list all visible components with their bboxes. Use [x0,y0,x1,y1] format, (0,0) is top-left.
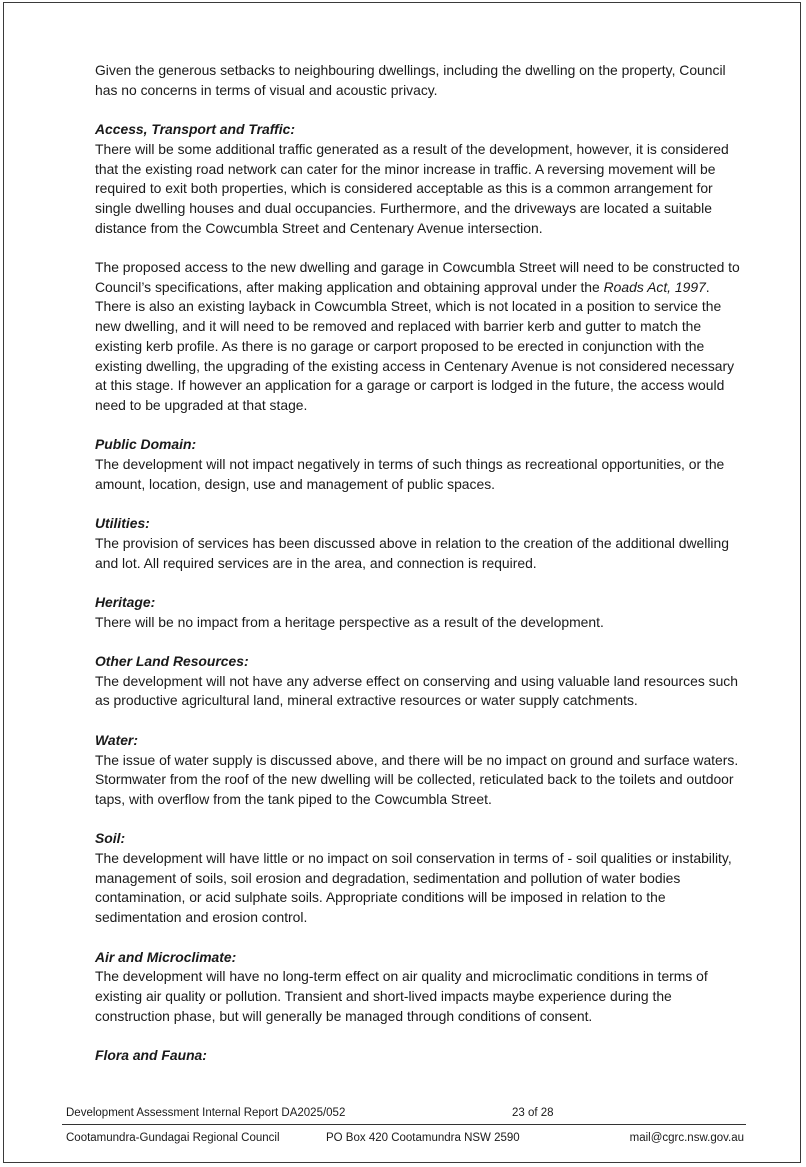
footer-report-title: Development Assessment Internal Report DA2025/052 [66,1107,346,1119]
public-domain-heading: Public Domain: [95,436,197,453]
access-paragraph-2-start: The proposed access to the new dwelling and garage in Cowcumbla Street will need to be constructed to Council’s specifications, after making application and obtaining approval under the [95,259,740,295]
flora-heading: Flora and Fauna: [95,1047,207,1063]
access-heading: Access, Transport and Traffic: [95,121,295,138]
air-heading: Air and Microclimate: [95,948,237,965]
utilities-heading: Utilities: [95,515,150,532]
footer-contact-line [62,1130,746,1148]
footer-page-number: 23 of 28 [512,1107,554,1119]
access-paragraph-2 [95,258,743,416]
other-land-paragraph: The development will not have any adverse effect on conserving and using valuable land resources such as productive agricultural land, mineral extractive resources or water supply catchments. [95,672,738,709]
air-paragraph: The development will have no long-term effect on air quality and microclimatic conditions in terms of existing air quality or pollution. Transient and short-lived impacts maybe experience during the construction phase, but will generally be managed through conditions of consent. [95,968,708,1024]
footer-report-line [62,1105,746,1125]
heritage-heading: Heritage: [95,593,156,610]
privacy-paragraph: Given the generous setbacks to neighbouring dwellings, including the dwelling on the property, Council has no concerns in terms of visual and acoustic privacy. [95,62,726,98]
soil-paragraph: The development will have little or no impact on soil conservation in terms of - soil qualities or instability, management of soils, soil erosion and degradation, sedimentation and pollution of water bodies contamination, or acid sulphate soils. Appropriate conditions will be imposed in relation to the sedimentation and erosion control. [95,850,732,926]
other-land-heading: Other Land Resources: [95,653,249,669]
roads-act-citation: Roads Act, 1997 [603,278,706,295]
water-heading: Water: [95,731,138,748]
footer-council-name: Cootamundra-Gundagai Regional Council [66,1132,280,1144]
water-paragraph: The issue of water supply is discussed above, and there will be no impact on ground and surface waters. Stormwater from the roof of the new dwelling will be collected, reticulated back to the toilets and outdoor taps, with overflow from the tank piped to the Cowcumbla Street. [95,751,739,807]
footer-po-box: PO Box 420 Cootamundra NSW 2590 [326,1132,520,1144]
utilities-paragraph: The provision of services has been discussed above in relation to the creation of the additional dwelling and lot. All required services are in the area, and connection is required. [95,534,729,571]
footer-email: mail@cgrc.nsw.gov.au [629,1132,744,1144]
public-domain-paragraph: The development will not impact negatively in terms of such things as recreational opportunities, or the amount, location, design, use and management of public spaces. [95,456,725,492]
document-body [95,61,743,1066]
access-paragraph-2-end: . There is also an existing layback in Cowcumbla Street, which is not located in a position to service the new dwelling, and it will need to be removed and replaced with barrier kerb and gutter to match the existing kerb profile. As there is no garage or carport proposed to be erected in conjunction with the existing dwelling, the upgrading of the existing access in Centenary Avenue is not considered necessary at this stage. If however an application for a garage or carport is lodged in the future, the access would need to be upgraded at that stage. [95,278,735,413]
soil-heading: Soil: [95,830,126,847]
heritage-paragraph: There will be no impact from a heritage perspective as a result of the development. [95,613,604,630]
access-paragraph-1: There will be some additional traffic generated as a result of the development, however, it is considered that the existing road network can cater for the minor increase in traffic. A reversing movement will be required to exit both properties, which is considered acceptable as this is a common arrangement for single dwelling houses and dual occupancies. Furthermore, and the driveways are located a suitable distance from the Cowcumbla Street and Centenary Avenue intersection. [95,140,729,236]
